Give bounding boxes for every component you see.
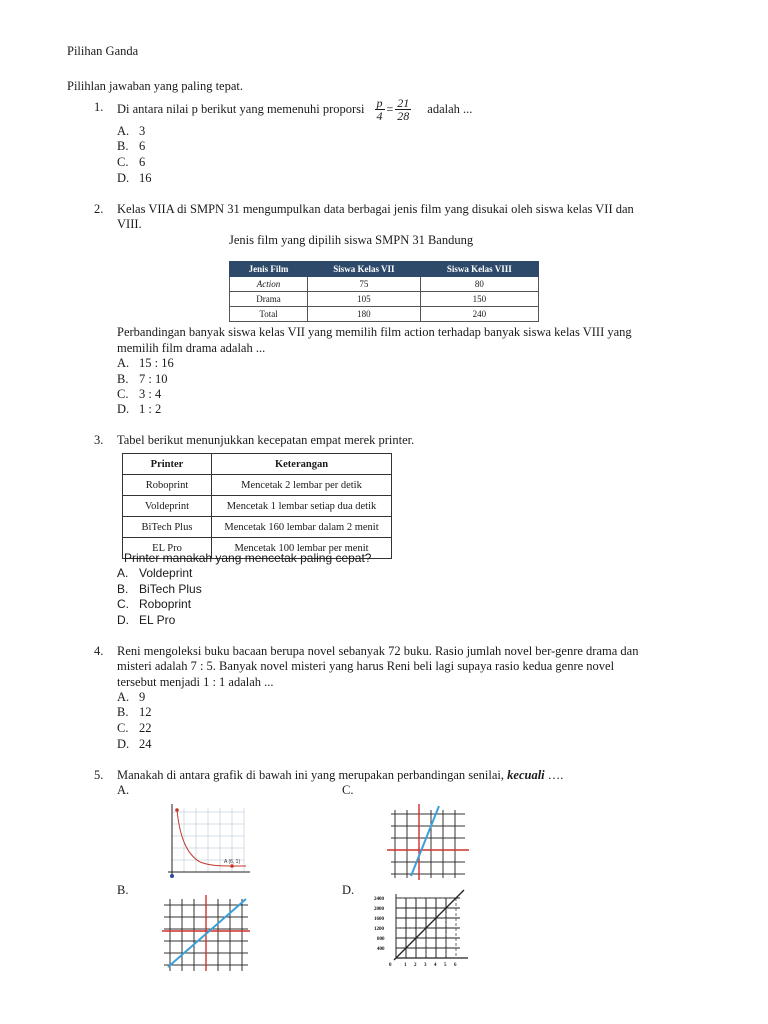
q1-frac2-den: 28 [397, 108, 410, 123]
graph-d-xtick: 4 [434, 963, 437, 968]
table-cell: Mencetak 100 lembar per menit [212, 538, 392, 559]
option-value: 9 [139, 690, 146, 704]
q1-text [117, 92, 472, 126]
table-cell: Drama [230, 292, 308, 307]
graph-a-origin [170, 874, 174, 878]
q5-ellipsis: …. [547, 768, 564, 782]
graph-a-point [175, 808, 179, 812]
graph-label-a: A. [117, 783, 130, 797]
table-cell: 180 [308, 307, 421, 322]
graph-d-y-labels [374, 897, 385, 952]
q1-option-a[interactable] [117, 124, 146, 139]
option-letter: A. [117, 356, 130, 370]
q1-number: 1. [94, 100, 104, 114]
option-letter: A. [117, 690, 130, 704]
graph-c-line [411, 806, 439, 876]
q1-option-d[interactable] [117, 171, 152, 186]
graph-d-ytick: 400 [377, 947, 385, 952]
table-cell: 75 [308, 277, 421, 292]
graph-d-xtick: 1 [404, 963, 407, 968]
printer-table [122, 453, 392, 559]
table-header: Jenis Film [230, 262, 308, 277]
table-row [123, 517, 392, 538]
option-letter: C. [117, 597, 129, 611]
graph-c-grid [391, 810, 465, 878]
option-value: EL Pro [139, 613, 176, 627]
q1-equals: = [386, 101, 394, 116]
q4-option-b[interactable] [117, 705, 152, 720]
q4-line1: Reni mengoleksi buku bacaan berupa novel sebanyak 72 buku. Rasio jumlah novel ber-genre drama dan [117, 644, 639, 658]
table-row [123, 475, 392, 496]
table-cell: 80 [420, 277, 538, 292]
table-header-row [230, 262, 539, 277]
q2-number: 2. [94, 202, 104, 216]
graph-d-ytick: 800 [377, 937, 385, 942]
option-value: 3 : 4 [139, 387, 162, 401]
q2-option-c[interactable] [117, 387, 162, 402]
graph-label-d: D. [342, 883, 355, 897]
graph-a-point-label: A (6, 1) [224, 859, 241, 865]
option-letter: B. [117, 705, 129, 719]
option-letter: C. [117, 387, 129, 401]
table-cell: 240 [420, 307, 538, 322]
q4-line2: misteri adalah 7 : 5. Banyak novel misteri yang harus Reni beli lagi supaya rasio kedua genre novel [117, 659, 615, 673]
graph-b-line [168, 899, 246, 967]
graph-d-xtick: 6 [454, 963, 457, 968]
graph-d-ytick: 2400 [374, 897, 384, 902]
table-cell: Voldeprint [123, 496, 212, 517]
graph-c [383, 800, 471, 880]
graph-d-line [394, 890, 464, 960]
q5-text-line [117, 768, 563, 783]
q2-option-b[interactable] [117, 372, 168, 387]
option-letter: B. [117, 582, 129, 596]
q1-fraction-2 [395, 97, 411, 122]
q4-option-d[interactable] [117, 737, 152, 752]
q2-question-line1: Perbandingan banyak siswa kelas VII yang memilih film action terhadap banyak siswa kelas VIII yang [117, 325, 632, 339]
option-value: 22 [139, 721, 152, 735]
table-header: Siswa Kelas VIII [420, 262, 538, 277]
option-letter: D. [117, 171, 130, 185]
option-letter: D. [117, 613, 129, 627]
option-letter: A. [117, 566, 129, 580]
q3-option-a[interactable] [117, 566, 193, 580]
q1-option-c[interactable] [117, 155, 146, 170]
table-header-row [123, 454, 392, 475]
q1-text-before: Di antara nilai p berikut yang memenuhi proporsi [117, 101, 365, 116]
q3-number: 3. [94, 433, 104, 447]
option-value: 16 [139, 171, 152, 185]
q5-number: 5. [94, 768, 104, 782]
graph-label-b: B. [117, 883, 129, 897]
q2-table-caption: Jenis film yang dipilih siswa SMPN 31 Bandung [229, 233, 474, 247]
q4-number: 4. [94, 644, 104, 658]
option-value: 1 : 2 [139, 402, 162, 416]
graph-d-xtick: 5 [444, 963, 447, 968]
graph-a [158, 800, 253, 882]
q1-frac2-num: 21 [397, 95, 410, 110]
table-row [230, 292, 539, 307]
q5-text: Manakah di antara grafik di bawah ini yang merupakan perbandingan senilai, [117, 768, 505, 782]
option-letter: C. [117, 155, 129, 169]
film-table [229, 261, 539, 322]
option-value: BiTech Plus [139, 582, 202, 596]
table-cell: Mencetak 2 lembar per detik [212, 475, 392, 496]
table-cell: Roboprint [123, 475, 212, 496]
section-title: Pilihan Ganda [67, 44, 139, 58]
graph-b [160, 893, 252, 973]
graph-d-ytick: 2000 [374, 907, 384, 912]
table-header: Printer [123, 454, 212, 475]
option-value: 6 [139, 155, 146, 169]
table-row [230, 307, 539, 322]
q2-question-line2: memilih film drama adalah ... [117, 341, 266, 355]
q1-text-after: adalah ... [427, 101, 473, 116]
option-value: Voldeprint [139, 566, 193, 580]
table-cell: Total [230, 307, 308, 322]
table-cell: Mencetak 160 lembar dalam 2 menit [212, 517, 392, 538]
graph-d-xtick: 0 [389, 963, 392, 968]
table-cell: Action [230, 277, 308, 292]
option-letter: A. [117, 124, 130, 138]
option-value: 3 [139, 124, 146, 138]
graph-d-x-labels [389, 963, 457, 968]
option-letter: B. [117, 372, 129, 386]
q5-emphasis: kecuali [507, 768, 545, 782]
q3-question: Printer manakah yang mencetak paling cepat? [124, 551, 372, 565]
q3-option-d[interactable] [117, 613, 176, 627]
q2-line1: Kelas VIIA di SMPN 31 mengumpulkan data berbagai jenis film yang disukai oleh siswa kelas VII dan [117, 202, 634, 216]
graph-d-ytick: 1600 [374, 917, 384, 922]
graph-label-c: C. [342, 783, 354, 797]
q4-option-a[interactable] [117, 690, 146, 705]
q3-option-b[interactable] [117, 582, 202, 596]
option-value: 15 : 16 [139, 356, 174, 370]
table-cell: Mencetak 1 lembar setiap dua detik [212, 496, 392, 517]
option-value: 12 [139, 705, 152, 719]
q1-frac1-num: p [376, 95, 383, 110]
table-cell: EL Pro [123, 538, 212, 559]
q3-text: Tabel berikut menunjukkan kecepatan empat merek printer. [117, 433, 415, 447]
graph-d [372, 888, 476, 974]
q3-option-c[interactable] [117, 597, 192, 611]
option-letter: C. [117, 721, 129, 735]
q1-option-b[interactable] [117, 139, 146, 154]
table-cell: 150 [420, 292, 538, 307]
q1-frac1-den: 4 [376, 108, 383, 123]
q4-line3: tersebut menjadi 1 : 1 adalah ... [117, 675, 274, 689]
q2-option-a[interactable] [117, 356, 174, 371]
option-value: 6 [139, 139, 146, 153]
q4-option-c[interactable] [117, 721, 152, 736]
table-row [123, 496, 392, 517]
option-value: 7 : 10 [139, 372, 168, 386]
table-header: Keterangan [212, 454, 392, 475]
table-header: Siswa Kelas VII [308, 262, 421, 277]
q1-fraction-1 [375, 97, 385, 122]
q2-option-d[interactable] [117, 402, 162, 417]
table-cell: 105 [308, 292, 421, 307]
graph-d-ytick: 1200 [374, 927, 384, 932]
table-cell: BiTech Plus [123, 517, 212, 538]
option-value: Roboprint [139, 597, 192, 611]
q2-line2: VIII. [117, 217, 142, 231]
graph-d-xtick: 3 [424, 963, 427, 968]
option-letter: D. [117, 737, 130, 751]
option-letter: B. [117, 139, 129, 153]
option-letter: D. [117, 402, 130, 416]
graph-a-curve [177, 810, 246, 866]
option-value: 24 [139, 737, 152, 751]
instruction: Pilihlan jawaban yang paling tepat. [67, 79, 243, 93]
graph-d-xtick: 2 [414, 963, 417, 968]
table-row [230, 277, 539, 292]
